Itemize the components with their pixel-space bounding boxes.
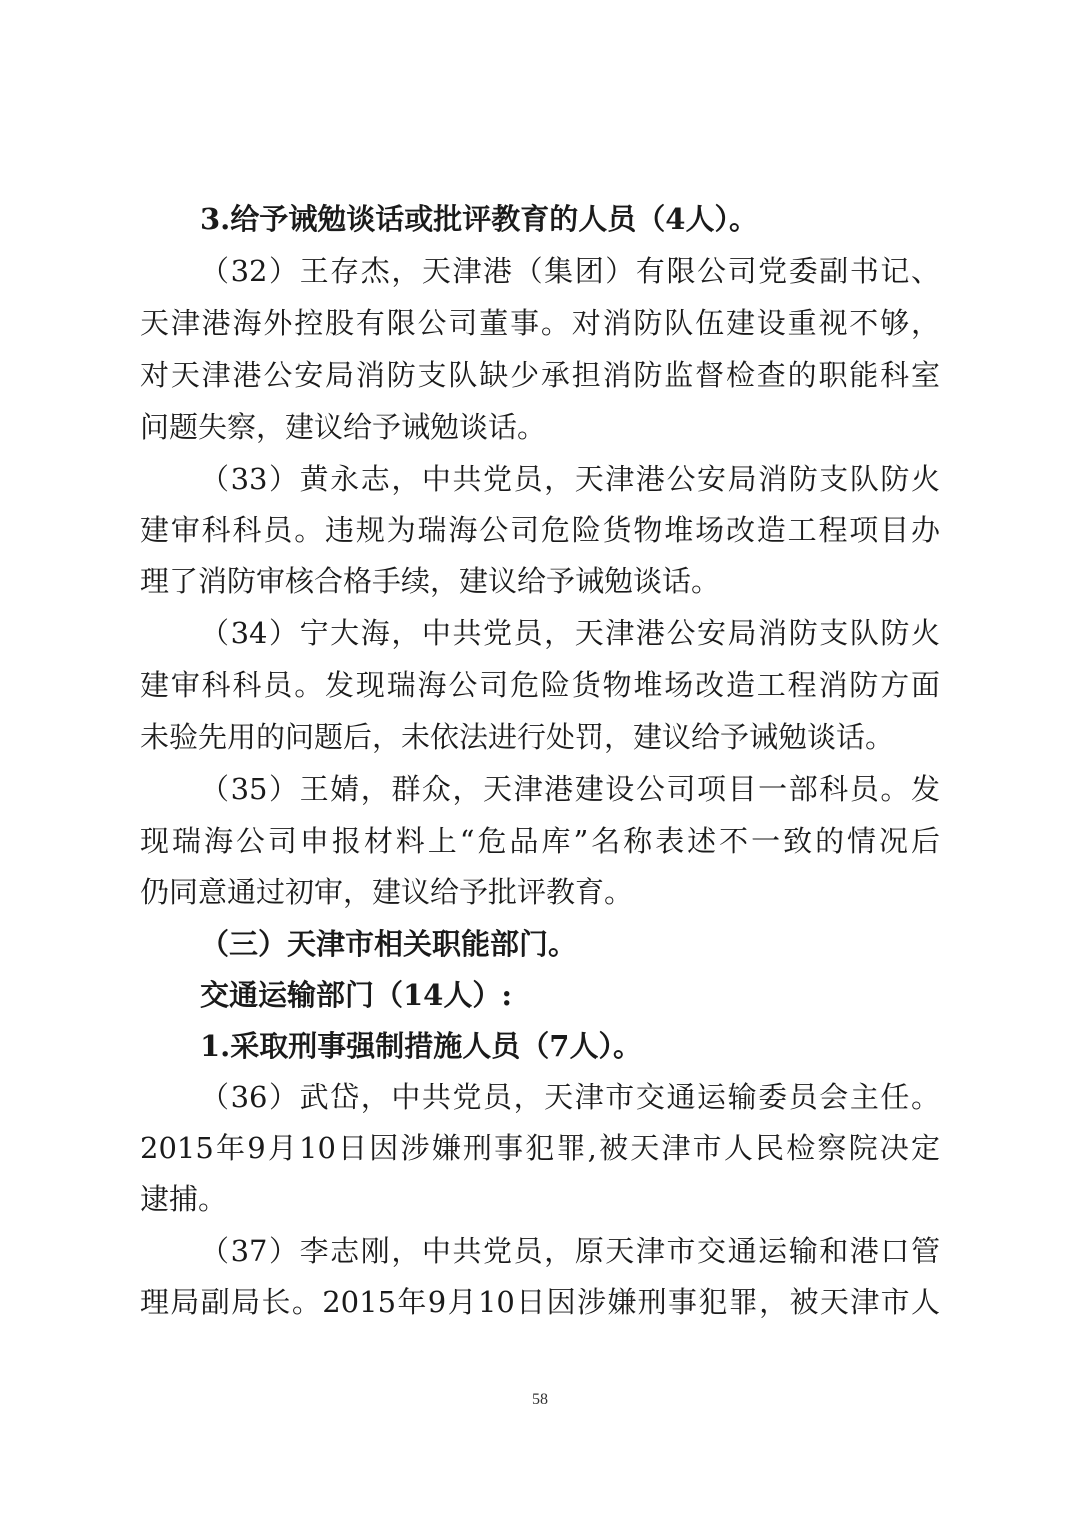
paragraph-line: 理了消防审核合格手续，建议给予诫勉谈话。 [140, 564, 721, 598]
section-heading-criminal-measures: 1.采取刑事强制措施人员（7人）。 [200, 1029, 642, 1063]
paragraph-line: 对天津港公安局消防支队缺少承担消防监督检查的职能科室 [140, 358, 940, 392]
paragraph-line: 建审科科员。违规为瑞海公司危险货物堆场改造工程项目办 [140, 513, 940, 547]
paragraph-line: 2015年9月10日因涉嫌刑事犯罪,被天津市人民检察院决定 [140, 1131, 940, 1165]
paragraph-line: 理局副局长。2015年9月10日因涉嫌刑事犯罪，被天津市人 [140, 1285, 940, 1319]
paragraph-line: （35）王婧，群众，天津港建设公司项目一部科员。发 [200, 772, 940, 806]
paragraph-line: （32）王存杰，天津港（集团）有限公司党委副书记、 [200, 254, 940, 288]
paragraph-line: 天津港海外控股有限公司董事。对消防队伍建设重视不够， [140, 306, 940, 340]
paragraph-line: 问题失察，建议给予诫勉谈话。 [140, 410, 547, 444]
paragraph-line: 建审科科员。发现瑞海公司危险货物堆场改造工程消防方面 [140, 668, 940, 702]
paragraph-line: 未验先用的问题后，未依法进行处罚，建议给予诫勉谈话。 [140, 720, 895, 754]
section-heading-transport: 交通运输部门（14人）: [200, 978, 513, 1012]
paragraph-line: （36）武岱，中共党员，天津市交通运输委员会主任。 [200, 1080, 940, 1114]
paragraph-line: 现瑞海公司申报材料上“危品库”名称表述不一致的情况后 [140, 824, 940, 858]
paragraph-line: 逮捕。 [140, 1182, 228, 1216]
section-heading-tianjin-departments: （三）天津市相关职能部门。 [200, 927, 578, 961]
paragraph-line: （37）李志刚，中共党员，原天津市交通运输和港口管 [200, 1234, 940, 1268]
paragraph-line: （33）黄永志，中共党员，天津港公安局消防支队防火 [200, 462, 940, 496]
page-number: 58 [532, 1391, 548, 1408]
paragraph-line: 仍同意通过初审，建议给予批评教育。 [140, 875, 634, 909]
section-heading-admonishment: 3.给予诫勉谈话或批评教育的人员（4人）。 [200, 202, 758, 236]
paragraph-line: （34）宁大海，中共党员，天津港公安局消防支队防火 [200, 616, 940, 650]
